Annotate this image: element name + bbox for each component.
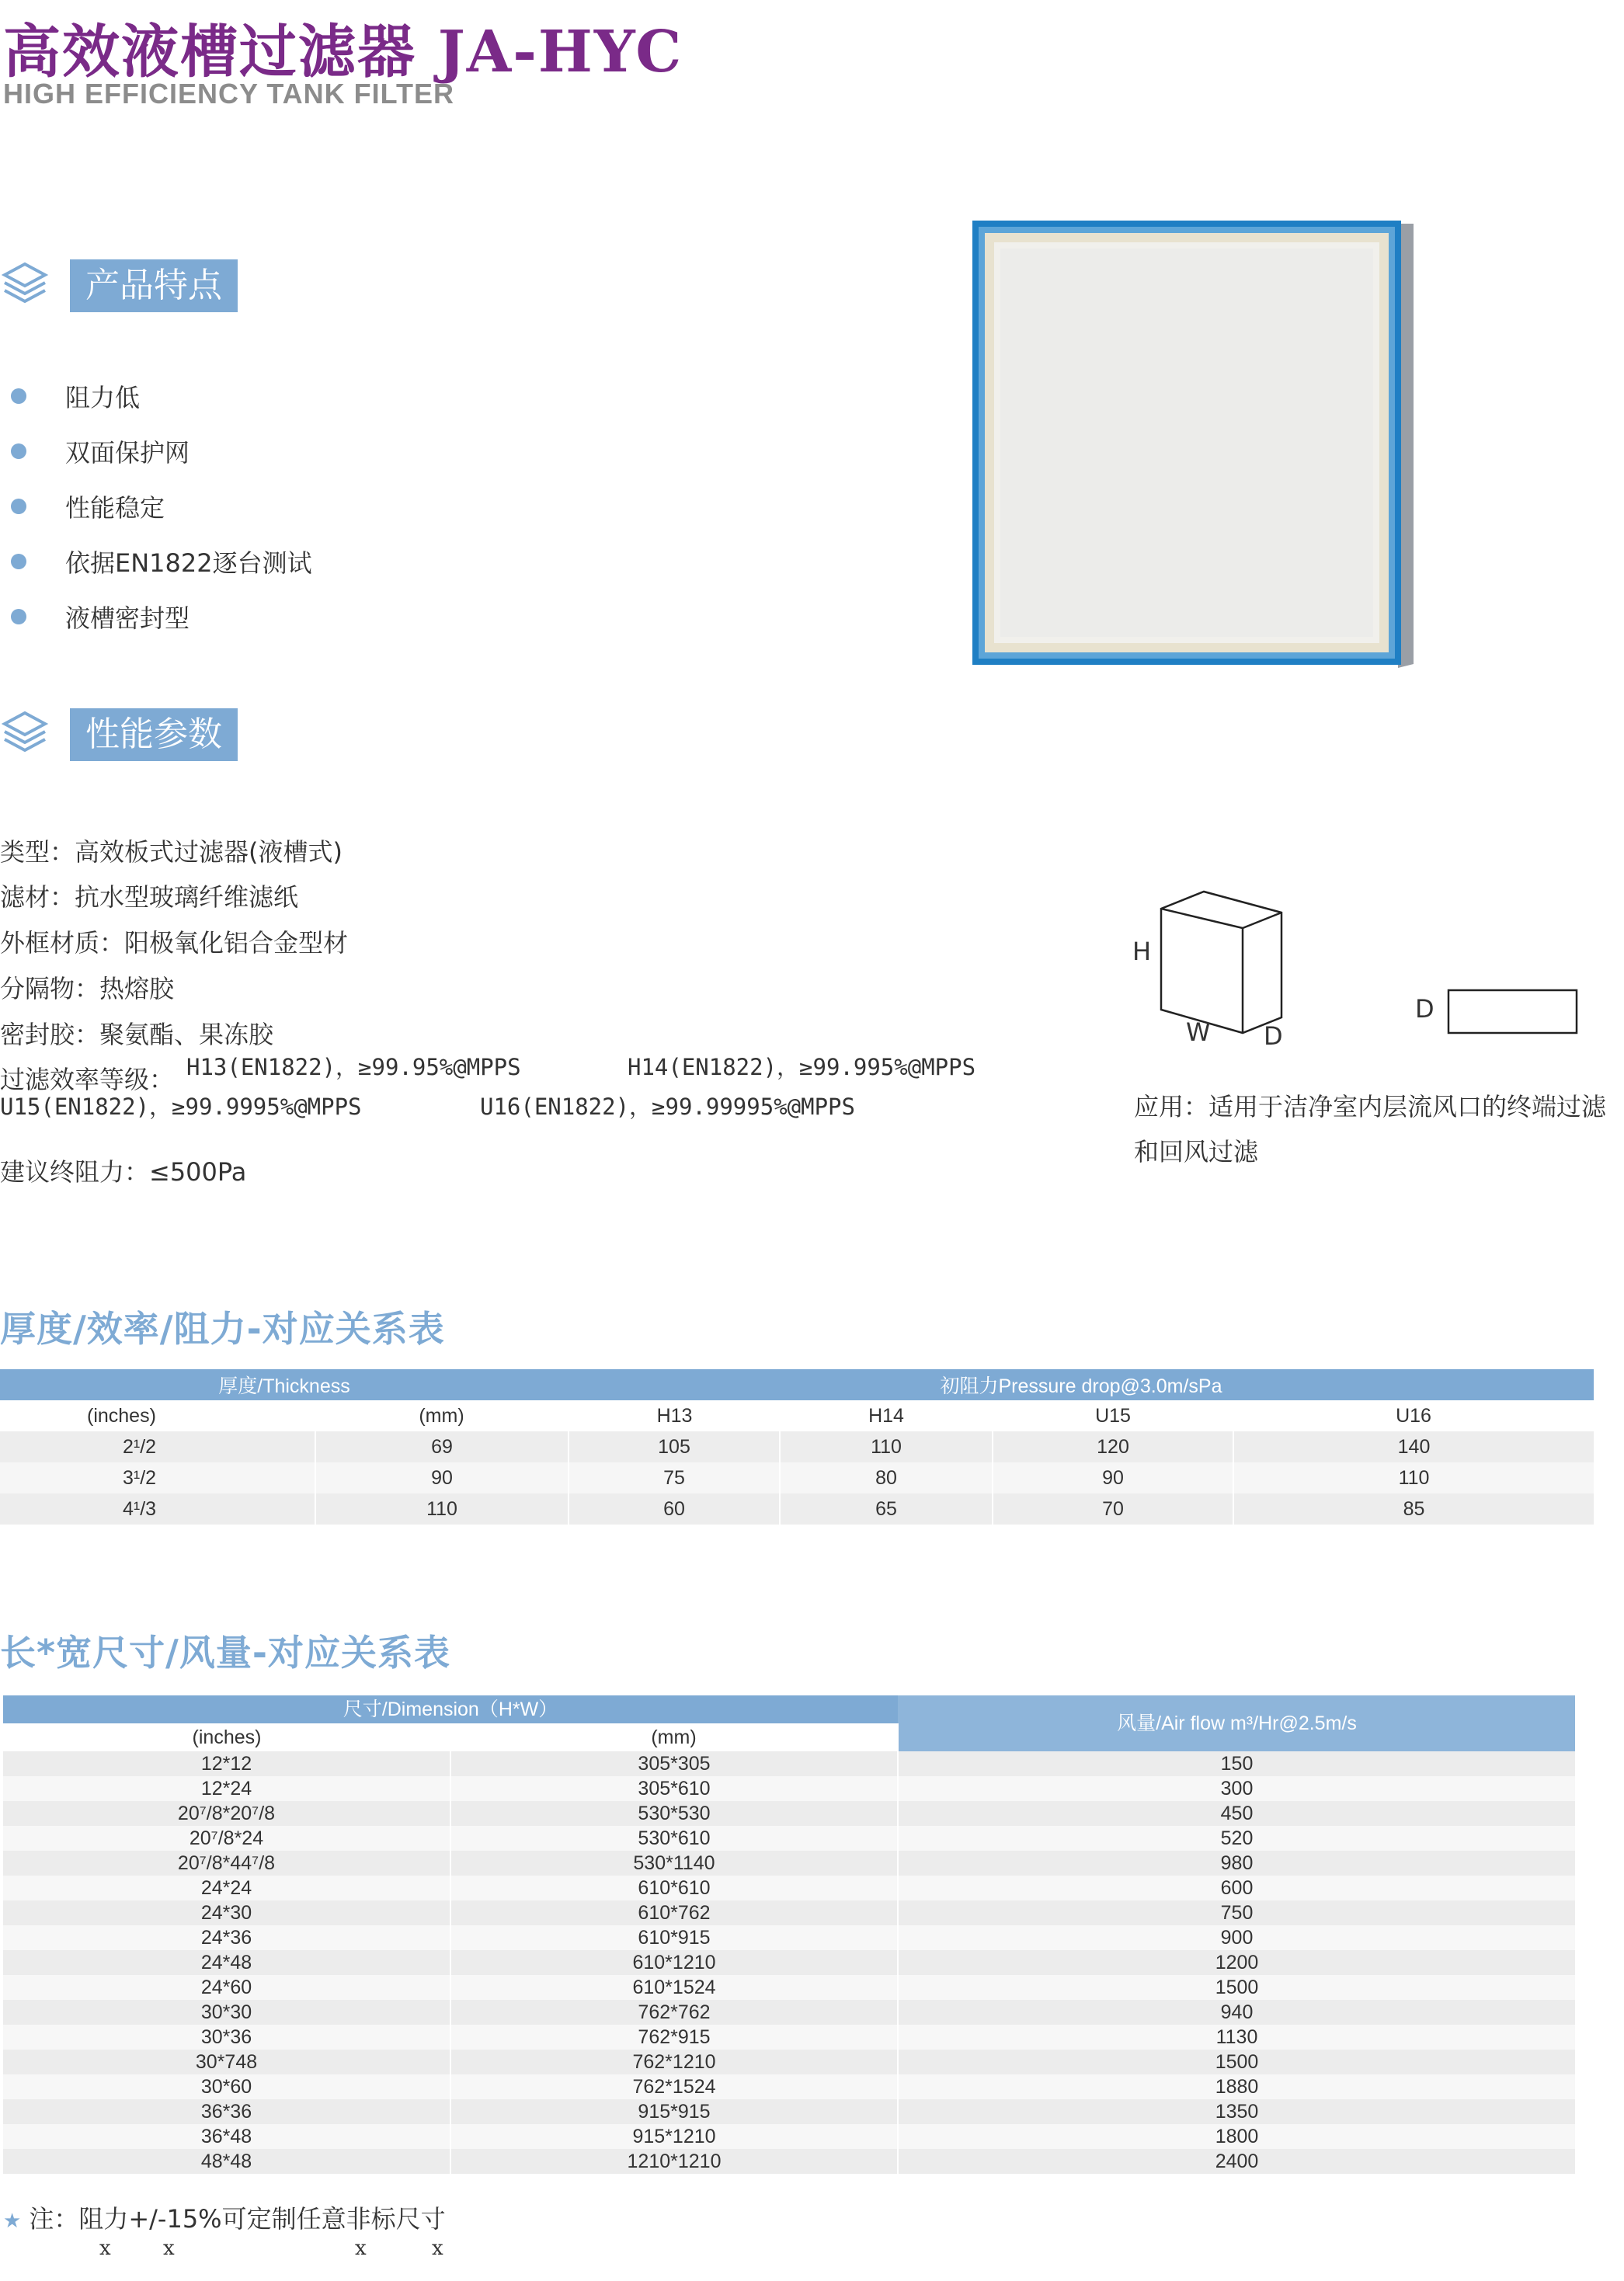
- table-row: [3, 1925, 1575, 1950]
- table-row: [3, 1751, 1575, 1776]
- cell-mm: 305*305: [450, 1751, 898, 1776]
- cell-inches: 48*48: [3, 2149, 450, 2174]
- list-item: 双面保护网: [0, 423, 312, 478]
- cell-inches: 12*24: [3, 1776, 450, 1801]
- table-subheader: (inches): [0, 1400, 315, 1431]
- cell-airflow: 1500: [898, 2050, 1575, 2074]
- cell-mm: 762*915: [450, 2025, 898, 2050]
- cell-airflow: 750: [898, 1900, 1575, 1925]
- cell-airflow: 1500: [898, 1975, 1575, 2000]
- spec-frame: 外框材质：阳极氧化铝合金型材: [0, 928, 349, 958]
- cell-mm: 530*530: [450, 1801, 898, 1826]
- table-header-airflow: 风量/Air flow m³/Hr@2.5m/s: [898, 1695, 1575, 1751]
- list-item: 液槽密封型: [0, 589, 312, 644]
- cell-mm: 915*1210: [450, 2124, 898, 2149]
- layers-icon: [0, 708, 50, 758]
- page-title: 高效液槽过滤器 JA-HYC: [3, 19, 683, 85]
- spec-sealant: 密封胶：聚氨酯、果冻胶: [0, 1020, 274, 1049]
- features-section-icon: [0, 259, 50, 312]
- list-item: 性能稳定: [0, 478, 312, 534]
- cell-airflow: 300: [898, 1776, 1575, 1801]
- diagram-label-w: W: [1186, 1017, 1211, 1047]
- cell-airflow: 980: [898, 1851, 1575, 1876]
- cell-inches: 24*48: [3, 1950, 450, 1975]
- cell-airflow: 150: [898, 1751, 1575, 1776]
- table-row: [3, 1776, 1575, 1801]
- spec-eff-u16: U16(EN1822)，≥99.99995%@MPPS: [480, 1094, 855, 1120]
- table-header-dimension: 尺寸/Dimension（H*W）: [3, 1695, 898, 1723]
- x-mark: x: [355, 2237, 367, 2260]
- x-mark: x: [163, 2237, 175, 2260]
- bullet-icon: [11, 554, 26, 569]
- diagram-label-d: D: [1264, 1021, 1283, 1051]
- cell-inches: 24*30: [3, 1900, 450, 1925]
- footnote: [3, 2199, 446, 2235]
- table-row: [3, 1950, 1575, 1975]
- table-subheader: U16: [1233, 1400, 1594, 1431]
- table-subheader-mm: (mm): [450, 1723, 898, 1751]
- bullet-icon: [11, 388, 26, 404]
- cell-mm: 762*1210: [450, 2050, 898, 2074]
- x-mark: x: [432, 2237, 443, 2260]
- cell-mm: 530*1140: [450, 1851, 898, 1876]
- table-row: [3, 2074, 1575, 2099]
- cell-mm: 305*610: [450, 1776, 898, 1801]
- cell-airflow: 1350: [898, 2099, 1575, 2124]
- cell-inches: 30*748: [3, 2050, 450, 2074]
- table-row: [3, 2050, 1575, 2074]
- table-row: 3¹/2 90 75 80 90 110: [0, 1462, 1594, 1493]
- star-icon: ★: [3, 2210, 22, 2233]
- list-item: 阻力低: [0, 368, 312, 423]
- cell-airflow: 1200: [898, 1950, 1575, 1975]
- table-row: [3, 1826, 1575, 1851]
- spec-efficiency-label: 过滤效率等级：: [0, 1065, 175, 1094]
- cell-inches: 30*30: [3, 2000, 450, 2025]
- cell-inches: 20⁷/8*24: [3, 1826, 450, 1851]
- cell-airflow: 2400: [898, 2149, 1575, 2174]
- table-row: [3, 1876, 1575, 1900]
- footnote-text: 注：阻力+/-15%可定制任意非标尺寸: [29, 2204, 446, 2234]
- table-header-thickness: 厚度/Thickness: [0, 1369, 569, 1400]
- table-row: [3, 2124, 1575, 2149]
- cell-airflow: 940: [898, 2000, 1575, 2025]
- spec-final-resistance: 建议终阻力：≤500Pa: [0, 1157, 247, 1187]
- cell-airflow: 1130: [898, 2025, 1575, 2050]
- specs-section-tag: 性能参数: [70, 708, 238, 761]
- thickness-efficiency-table: [0, 1369, 1594, 1525]
- cell-mm: 762*1524: [450, 2074, 898, 2099]
- specs-section-icon: [0, 708, 50, 761]
- table-row: [3, 1975, 1575, 2000]
- table-row: [3, 2149, 1575, 2174]
- cell-airflow: 1800: [898, 2124, 1575, 2149]
- spec-separator: 分隔物：热熔胶: [0, 974, 175, 1003]
- cell-inches: 24*60: [3, 1975, 450, 2000]
- table-row: [3, 2025, 1575, 2050]
- spec-eff-h13: H13(EN1822)，≥99.95%@MPPS: [186, 1054, 521, 1080]
- cell-airflow: 600: [898, 1876, 1575, 1900]
- cell-mm: 610*1524: [450, 1975, 898, 2000]
- dimension-airflow-rows: [3, 1751, 1575, 2174]
- dimension-airflow-table: [3, 1695, 1575, 2174]
- spec-media: 滤材：抗水型玻璃纤维滤纸: [0, 882, 299, 912]
- table-header-pressure: 初阻力Pressure drop@3.0m/sPa: [569, 1369, 1594, 1400]
- table-row: [3, 1851, 1575, 1876]
- table-row: 2¹/2 69 105 110 120 140: [0, 1431, 1594, 1462]
- features-section-tag: 产品特点: [70, 259, 238, 312]
- table-row: [3, 1801, 1575, 1826]
- table-row: [3, 1900, 1575, 1925]
- table2-title: 长*宽尺寸/风量-对应关系表: [0, 1632, 450, 1674]
- cell-mm: 610*915: [450, 1925, 898, 1950]
- cell-airflow: 520: [898, 1826, 1575, 1851]
- cell-mm: 610*762: [450, 1900, 898, 1925]
- cell-inches: 20⁷/8*20⁷/8: [3, 1801, 450, 1826]
- cell-inches: 20⁷/8*44⁷/8: [3, 1851, 450, 1876]
- diagram-label-h: H: [1132, 937, 1152, 966]
- table-row: 4¹/3 110 60 65 70 85: [0, 1493, 1594, 1525]
- table-row: [3, 2099, 1575, 2124]
- cell-inches: 24*24: [3, 1876, 450, 1900]
- bullet-icon: [11, 443, 26, 459]
- table-subheader: H13: [569, 1400, 780, 1431]
- cell-mm: 610*1210: [450, 1950, 898, 1975]
- cell-airflow: 1880: [898, 2074, 1575, 2099]
- table-subheader: U15: [993, 1400, 1233, 1431]
- cell-inches: 36*48: [3, 2124, 450, 2149]
- page-subtitle: HIGH EFFICIENCY TANK FILTER: [3, 78, 454, 110]
- spec-eff-u15: U15(EN1822)，≥99.9995%@MPPS: [0, 1094, 362, 1120]
- cell-mm: 762*762: [450, 2000, 898, 2025]
- table-subheader: H14: [780, 1400, 993, 1431]
- table1-title: 厚度/效率/阻力-对应关系表: [0, 1308, 445, 1350]
- cell-inches: 30*36: [3, 2025, 450, 2050]
- cell-inches: 30*60: [3, 2074, 450, 2099]
- table-subheader-inches: (inches): [3, 1723, 450, 1751]
- spec-type: 类型：高效板式过滤器(液槽式): [0, 837, 343, 867]
- cell-inches: 36*36: [3, 2099, 450, 2124]
- cell-mm: 530*610: [450, 1826, 898, 1851]
- features-list: [0, 368, 312, 644]
- cell-airflow: 450: [898, 1801, 1575, 1826]
- table-subheader: (mm): [315, 1400, 569, 1431]
- bullet-icon: [11, 499, 26, 514]
- list-item: 依据EN1822逐台测试: [0, 534, 312, 589]
- cell-mm: 610*610: [450, 1876, 898, 1900]
- product-image: [963, 217, 1414, 676]
- cell-mm: 915*915: [450, 2099, 898, 2124]
- cell-inches: 24*36: [3, 1925, 450, 1950]
- bullet-icon: [11, 609, 26, 624]
- diagram-label-d-side: D: [1415, 994, 1434, 1024]
- layers-icon: [0, 259, 50, 309]
- cell-airflow: 900: [898, 1925, 1575, 1950]
- cell-inches: 12*12: [3, 1751, 450, 1776]
- spec-eff-h14: H14(EN1822)，≥99.995%@MPPS: [628, 1054, 976, 1080]
- x-mark: x: [99, 2237, 111, 2260]
- table-row: [3, 2000, 1575, 2025]
- application-line-2: 和回风过滤: [1134, 1137, 1259, 1167]
- application-line-1: 应用：适用于洁净室内层流风口的终端过滤: [1134, 1092, 1607, 1121]
- cell-mm: 1210*1210: [450, 2149, 898, 2174]
